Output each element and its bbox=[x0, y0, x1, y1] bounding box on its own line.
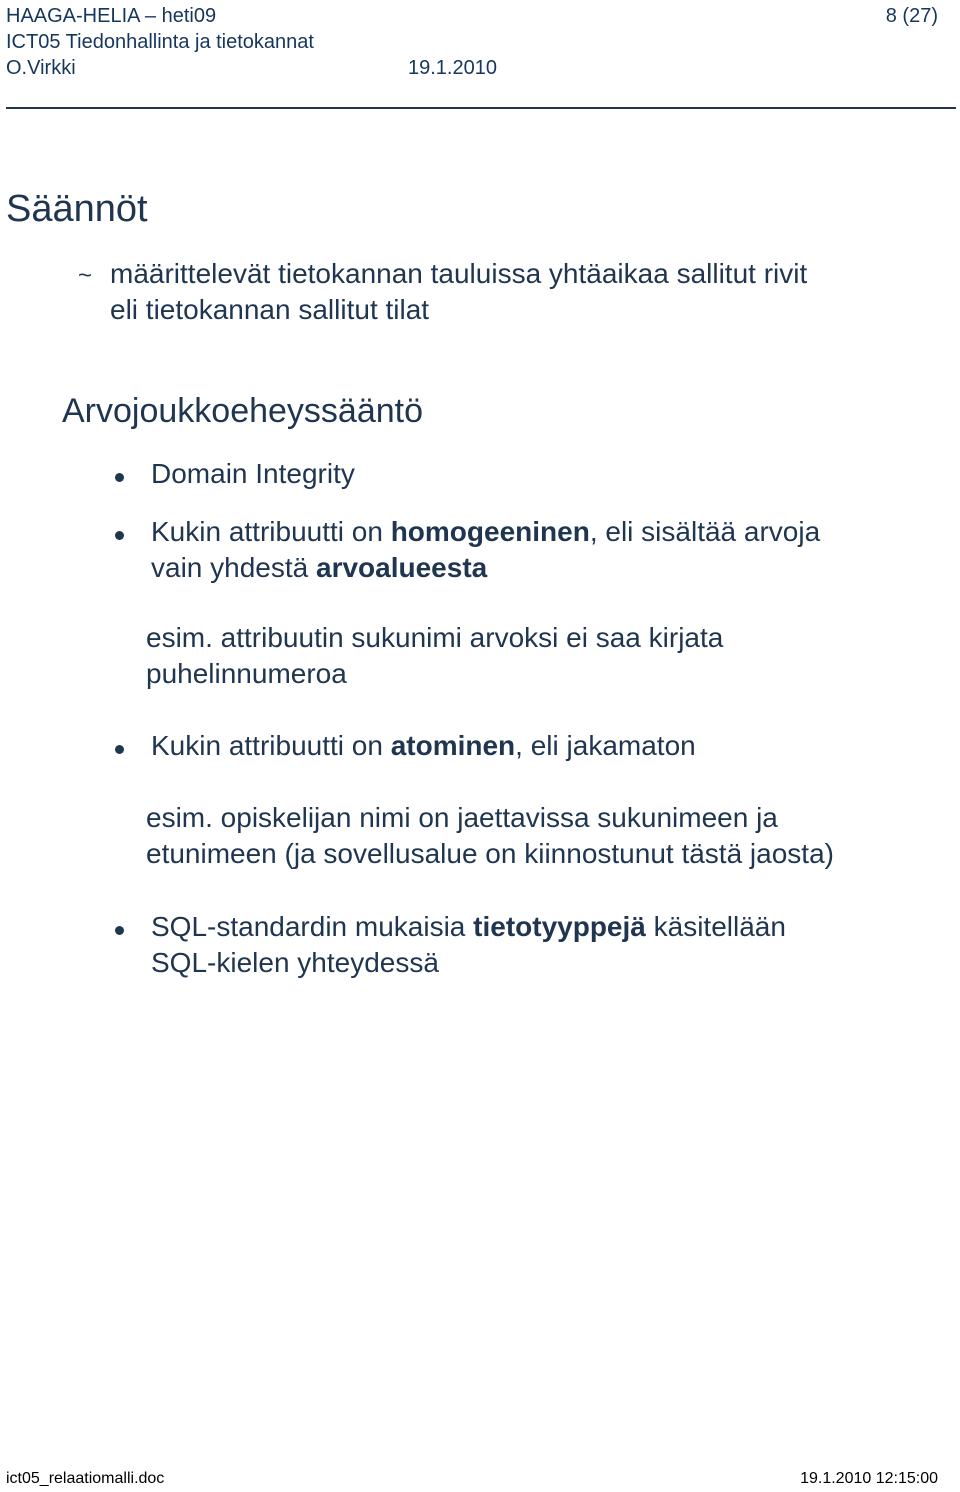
bullet-sql-types-line-2: SQL-kielen yhteydessä bbox=[151, 947, 439, 978]
bullet-homogeneous-line-1: Kukin attribuutti on homogeeninen, eli sisältää arvoja bbox=[151, 516, 821, 547]
bullet-icon bbox=[115, 531, 124, 540]
intro-line-2: eli tietokannan sallitut tilat bbox=[110, 294, 430, 325]
tilde-marker: ~ bbox=[78, 262, 93, 289]
footer-timestamp: 19.1.2010 12:15:00 bbox=[800, 1470, 938, 1487]
header-divider bbox=[6, 107, 956, 109]
example-1-line-1: esim. attribuutin sukunimi arvoksi ei saa kirjata bbox=[146, 622, 724, 653]
example-1-line-2: puhelinnumeroa bbox=[146, 658, 347, 689]
bullet-sql-types-line-1: SQL-standardin mukaisia tietotyyppejä käsitellään bbox=[151, 911, 786, 942]
bullet-atomic: Kukin attribuutti on atominen, eli jakamaton bbox=[151, 730, 696, 761]
header-date: 19.1.2010 bbox=[408, 57, 497, 79]
footer-filename: ict05_relaatiomalli.doc bbox=[6, 1470, 165, 1487]
header-author: O.Virkki bbox=[6, 57, 76, 79]
bullet-homogeneous-line-2: vain yhdestä arvoalueesta bbox=[151, 552, 488, 583]
header-org: HAAGA-HELIA – heti09 bbox=[6, 5, 217, 27]
section-title: Arvojoukkoeheyssääntö bbox=[62, 392, 424, 430]
intro-line-1: määrittelevät tietokannan tauluissa yhtäaikaa sallitut rivit bbox=[110, 258, 808, 289]
bullet-icon bbox=[115, 745, 124, 754]
example-2-line-1: esim. opiskelijan nimi on jaettavissa sukunimeen ja bbox=[146, 802, 778, 833]
bullet-icon bbox=[115, 926, 124, 935]
header-course: ICT05 Tiedonhallinta ja tietokannat bbox=[6, 31, 314, 53]
page-title: Säännöt bbox=[6, 188, 148, 230]
example-2-line-2: etunimeen (ja sovellusalue on kiinnostunut tästä jaosta) bbox=[146, 838, 834, 869]
header-page-number: 8 (27) bbox=[885, 5, 938, 27]
bullet-icon bbox=[115, 473, 124, 482]
bullet-domain-integrity: Domain Integrity bbox=[151, 458, 355, 489]
